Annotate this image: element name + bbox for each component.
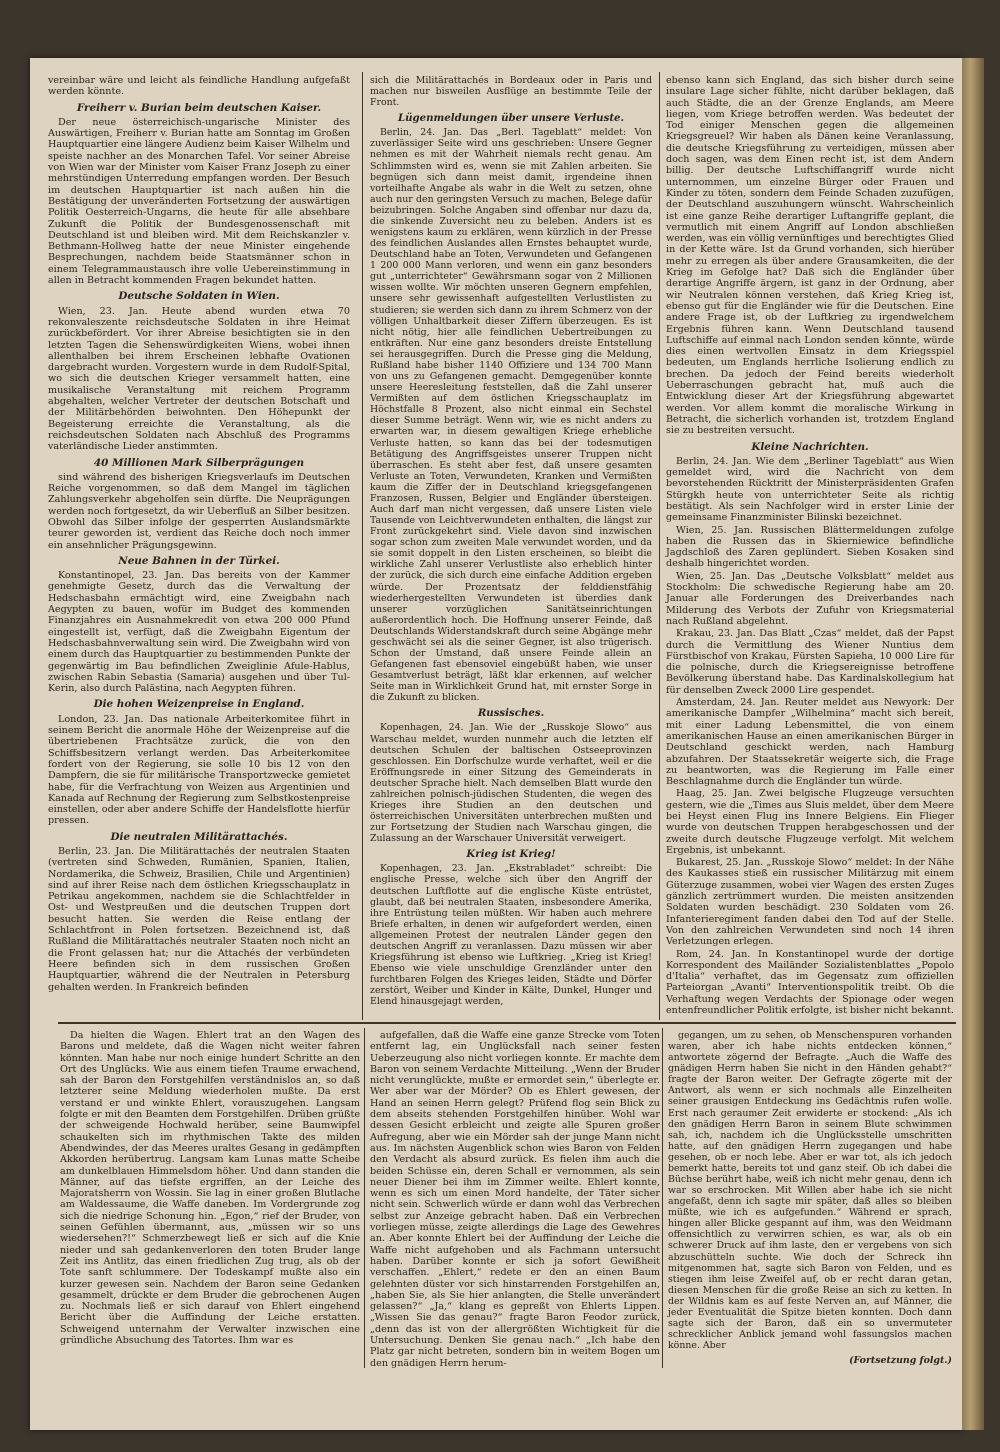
news-item: Krakau, 23. Jan. Das Blatt „Czas“ meldet, daß der Papst durch die Vermittlung des Wiener Nuntius dem Fürstbischof von Krakau, Fürsten Sapieha, 10 000 Lire für die polnische, durch die Kriegsereignisse betroffene Bevölkerung überstand habe. Das Kardinalskollegium hat für denselben Zweck 2000 Lire gespendet. xyxy=(666,628,954,696)
article-text: Berlin, 23. Jan. Die Militärattachés der neutralen Staaten (vertreten sind Schweden, Rumänien, Spanien, Italien, Nordamerika, die Schweiz, Brasilien, Chile und Argentinien) sind auf ihrer Reise nach dem östlichen Kriegsschauplatz in Petrikau angekommen, nachdem sie die Schlachtfelder in Ost- und Westpreußen und die deutschen Truppen dort besucht hatten. Sie werden die Reise entlang der Schlachtfront in Polen fortsetzen. Bezeichnend ist, daß Rußland die Militärattachés neutraler Staaten noch nicht an die Front gelassen hat; nur die Attachés der verbündeten Heere befinden sich in dem russischen Großen Hauptquartier, während die der Neutralen in Petersburg gehalten werden. In Frankreich befinden xyxy=(48,846,350,993)
article-text: Konstantinopel, 23. Jan. Das bereits von der Kammer genehmigte Gesetz, durch das die Verwaltung der Hedschasbahn ermächtigt wird, eine Zweigbahn nach Aegypten zu bauen, wofür im Budget des kommenden Finanzjahres ein Ausnahmekredit von etwa 200 000 Pfund eingestellt ist, verfügt, daß die Zweigbahn Eigentum der Hedschasbahnverwaltung sein wird. Die Zweigbahn wird von einem durch das Hauptquartier zu bestimmenden Punkte der gegenwärtig im Bau befindlichen Zweiglinie Afule-Hablus, zwischen Rabin Sebastia (Samaria) ausgehen und über Tul-Kerin, also durch Palästina, nach Aegypten führen. xyxy=(48,570,350,695)
serial-text: gegangen, um zu sehen, ob Menschenspuren vorhanden waren, aber ich habe nichts entdecken können,“ antwortete zögernd der Befragte. „Auch die Waffe des gnädigen Herrn haben Sie nicht in den Händen gehabt?“ fragte der Baron weiter. Der Gefragte zögerte mit der Antwort, als wenn er sich nochmals alle Einzelheiten seiner grausigen Entdeckung ins Gedächtnis rufen wolle. Erst nach geraumer Zeit erwiderte er stockend: „Als ich den gnädigen Herrn Baron in seinem Blute schwimmen sah, ich, nachdem ich die Unglücksstelle umschritten hatte, auf den gnädigen Herrn zugegangen und habe gesehen, ob er noch lebe. Aber er war tot, als ich jedoch bemerkt hatte, bereits tot und ganz steif. Ob ich dabei die Büchse berührt habe, weiß ich nicht mehr genau, denn ich war so erschrocken. Mit Willen aber habe ich sie nicht angefaßt, denn ich sagte mir später, daß alles so bleiben müßte, wie ich es aufgefunden.“ Während er sprach, hingen aller Blicke gespannt auf ihm, was den Weidmann offensichtlich zu verwirren schien, es war, als ob ein schwerer Druck auf ihm laste, den er vergebens von sich abzuschütteln suchte. Wie doch der Schreck ihn mitgenommen hat, sagte sich Baron von Felden, und es stiegen ihm leise Zweifel auf, ob er recht daran getan, diesen Menschen für die große Reise an sich zu ketten. In der Wildnis kam es auf feste Nerven an, auf Männer, die jeder Eventualität die Spitze bieten konnten. Doch dann sagte sich der Baron, daß ein so unvermuteter schrecklicher Anblick jemand wohl fassungslos machen könne. Aber xyxy=(668,1030,952,1352)
feuilleton-column-3 xyxy=(668,1030,952,1366)
news-item: Bukarest, 25. Jan. „Russkoje Slowo“ meldet: In der Nähe des Kaukasses stieß ein russischer Militärzug mit einem Güterzuge zusammen, wobei vier Wagen des ersten Zuges gänzlich zertrümmert wurden. Die meisten ansitzenden Soldaten wurden beschädigt. 230 Soldaten vom 26. Infanterieregiment fanden dabei den Tod auf der Stelle. Von den zahlreichen Verwundeten sind noch 14 ihren Verletzungen erlegen. xyxy=(666,857,954,948)
news-item: Wien, 25. Jan. Das „Deutsche Volksblatt“ meldet aus Stockholm: Die schwedische Regierung habe am 20. Januar alle Forderungen des Dreiverbandes nach Milderung des Verbots der Zufuhr von Kriegsmaterial nach Rußland abgelehnt. xyxy=(666,570,954,627)
news-item: Rom, 24. Jan. In Konstantinopel wurde der dortige Korrespondent des Mailänder Sozialistenblattes „Popolo d'Italia“ verhaftet, das im Gegensatz zum offiziellen Parteiorgan „Avanti“ Interventionspolitik treibt. Ob die Verhaftung wegen Verdachts der Spionage oder wegen entenfreundlicher Politik erfolgte, ist bisher nicht bekannt. xyxy=(666,948,954,1017)
article-text: sind während des bisherigen Kriegsverlaufs im Deutschen Reiche vorgenommen, so daß dem Mangel im täglichen Zahlungsverkehr abgeholfen sein dürfte. Die Neuprägungen werden noch fortgesetzt, da wir Ueberfluß an Silber besitzen. Obwohl das Silber infolge der gesperrten Auslandsmärkte teurer geworden ist, verdient das Reiche doch noch immer ein ansehnlicher Prägungsgewinn. xyxy=(48,471,350,551)
article-text: Kopenhagen, 24. Jan. Wie der „Russkoje Slowo“ aus Warschau meldet, wurden nunmehr auch die letzten elf deutschen Schulen der baltischen Ostseeprovinzen geschlossen. Ein Dorfschulze wurde verhaftet, weil er die Eröffnungsrede in einer Sitzung des Gemeinderats in deutscher Sprache hielt. Nach demselben Blatt wurde den zahlreichen polnisch-jüdischen Studenten, die wegen des Krieges ihre Studien an den deutschen und österreichischen Universitäten unterbrechen mußten und zur Fortsetzung der Studien nach Warschau gingen, die Zulassung an der Warschauer Universität verweigert. xyxy=(370,722,652,845)
headline: Die neutralen Militärattachés. xyxy=(110,830,288,843)
continued-note: (Fortsetzung folgt.) xyxy=(849,1355,952,1367)
column-rule xyxy=(662,1028,663,1368)
headline: Freiherr v. Burian beim deutschen Kaiser. xyxy=(76,101,322,114)
column-1 xyxy=(48,75,350,994)
headline: Krieg ist Krieg! xyxy=(466,848,556,861)
news-item: Amsterdam, 24. Jan. Reuter meldet aus Newyork: Der amerikanische Dampfer „Wilhelmina“ macht sich bereit, mit einer Ladung Lebensmittel, die von einem amerikanischen Hause an einen amerikanischen Bürger in Deutschland geschickt werden, nach Hamburg abzufahren. Der Staatssekretär weigerte sich, die Frage zu beantworten, was die Regierung im Falle einer Beschlagnahme durch die Engländer tun würde. xyxy=(666,697,954,788)
news-item: Haag, 25. Jan. Zwei belgische Flugzeuge versuchten gestern, wie die „Times aus Sluis meldet, über dem Meere bei Heyst einen Flug ins Innere Belgiens. Ein Flieger wurde von deutschen Truppen herabgeschossen und der zweite durch deutsche Flugzeuge verfolgt. Mit welchem Ergebnis, ist unbekannt. xyxy=(666,788,954,856)
article-text: vereinbar wäre und leicht als feindliche Handlung aufgefaßt werden könnte. xyxy=(48,75,350,98)
headline: Deutsche Soldaten in Wien. xyxy=(118,290,280,303)
article-text: London, 23. Jan. Das nationale Arbeiterkomitee führt in seinem Bericht die anormale Höhe der Weizenpreise auf die übertriebenen Frachtsätze zurück, die von den Schiffsbesitzern verlangt werden. Das Arbeiterkomitee fordert von der Regierung, sie solle 10 bis 12 von den Dampfern, die sie für militärische Transportzwecke gemietet habe, für die Verfrachtung von Weizen aus Argentinien und Kanada auf Rechnung der Regierung zum Selbstkostenpreise einstellen, oder aber andere Schiffe der Handelsflotte hierfür pressen. xyxy=(48,713,350,827)
headline: Neue Bahnen in der Türkei. xyxy=(118,554,280,567)
article-text: sich die Militärattachés in Bordeaux oder in Paris und machen nur bisweilen Ausflüge an bestimmte Teile der Front. xyxy=(370,75,652,109)
news-item: Berlin, 24. Jan. Wie dem „Berliner Tageblatt“ aus Wien gemeldet wird, wird die Nachricht von dem bevorstehenden Rücktritt der Ministerpräsidenten Grafen Stürgkh heute von unterrichteter Seite als richtig bestätigt. Als sein Nachfolger wird in erster Linie der gemeinsame Finanzminister Bilinski bezeichnet. xyxy=(666,455,954,524)
headline: 40 Millionen Mark Silberprägungen xyxy=(93,456,305,469)
article-text: Wien, 23. Jan. Heute abend wurden etwa 70 rekonvaleszente reichsdeutsche Soldaten in ihre Heimat zurückbefördert. Vor ihrer Abreise besichtigten sie in den letzten Tagen die Sehenswürdigkeiten Wiens, wobei ihnen allenthalben bei ihrem Erscheinen lebhafte Ovationen dargebracht wurden. Vorgestern wurde in dem Rudolf-Spital, wo sich die deutschen Krieger versammelt hatten, eine musikalische Veranstaltung mit reichem Programm abgehalten, welcher Vertreter der deutschen Botschaft und der Militärbehörden beiwohnten. Den Höhepunkt der Begeisterung erreichte die Veranstaltung, als die reichsdeutschen Soldaten nach Abschluß des Programms vaterländische Lieder anstimmten. xyxy=(48,305,350,453)
column-rule xyxy=(362,72,363,1020)
news-item: Wien, 25. Jan. Russischen Blättermeldungen zufolge haben die Russen das in Skierniewice befindliche Jagdschloß des Zaren geplündert. Sieben Kosaken sind deshalb hingerichtet worden. xyxy=(666,524,954,570)
column-3 xyxy=(666,75,954,1017)
headline: Russisches. xyxy=(477,707,545,720)
article-text: Kopenhagen, 23. Jan. „Ekstrabladet“ schreibt: Die englische Presse, welche sich über den Angriff der deutschen Luftflotte auf die englische Küste entrüstet, glaubt, daß bei neutralen Staaten, insbesondere Amerika, ihre Entrüstung teilen müßten. Wir haben auch mehrere Briefe erhalten, in denen wir aufgefordert werden, einen allgemeinen Protest der neutralen Länder gegen den deutschen Angriff zu veranlassen. Dazu müssen wir aber Kriegsführung ist ebenso wie Luftkrieg. „Krieg ist Krieg! Ebenso wie viele unschuldige Grenzländer unter den furchtbaren Folgen des Krieges leiden, Städte und Dörfer zerstört, Weiber und Kinder in Kälte, Dunkel, Hunger und Elend hinausgejagt werden, xyxy=(370,863,652,1008)
headline: Lügenmeldungen über unsere Verluste. xyxy=(397,112,625,125)
serial-text: aufgefallen, daß die Waffe eine ganze Strecke vom Toten entfernt lag, ein Unglücksfall nach seiner festen Ueberzeugung also nicht vorliegen konnte. Er machte dem Baron von seinem Verdachte Mitteilung. „Wenn der Bruder nicht verunglückte, mußte er ermordet sein,“ überlegte er. Wer aber war der Mörder? Ob es Ehlert gewesen, der Hand an seinen Herrn gelegt? Prüfend flog sein Blick zu dem abseits stehenden Forstgehilfen hinüber. Wohl war dessen Gesicht erbleicht und zeigte alle Spuren großer Aufregung, aber wie ein Mörder sah der junge Mann nicht aus. Im nächsten Augenblick schon wies Baron von Felden den Verdacht als absurd zurück. Es fielen ihm auch die beiden Schüsse ein, deren Schall er vernommen, als sein neuer Diener bei ihm im Zimmer weilte. Ehlert konnte, wenn es sich um einen Mord handelte, der Täter sicher nicht sein. Schwerlich würde er dann wohl das Verbrechen selbst zur Anzeige gebracht haben. Daß ein Verbrechen vorliegen müsse, zeigte allerdings die Lage des Gewehres an. Aber konnte Ehlert bei der Auffindung der Leiche die Waffe nicht aufgehoben und als Fachmann untersucht haben. Darüber konnte er sich ja sofort Gewißheit verschaffen. „Ehlert,“ redete er den an einen Baum gelehnten düster vor sich hinstarrenden Forstgehilfen an, „haben Sie, als Sie hier anlangten, die Stelle unverändert gelassen?“ „Ja,“ klang es gepreßt von Ehlerts Lippen. „Wissen Sie das genau?“ fragte Baron Feodor zurück, „denn das ist von der allergrößten Wichtigkeit für die Untersuchung. Denken Sie genau nach.“ „Ich habe den Platz gar nicht betreten, sondern bin in weitem Bogen um den gnädigen Herrn herum- xyxy=(370,1030,660,1369)
article-text: Berlin, 24. Jan. Das „Berl. Tageblatt“ meldet: Von zuverlässiger Seite wird uns geschrieben: Unsere Gegner nehmen es mit der Wahrheit niemals recht genau. Am Schlimmsten wird es, wenn sie mit Zahlen arbeiten. Sie begnügen sich dann meist damit, irgendeine ihnen vorteilhafte Angabe als wahr in die Welt zu setzen, ohne auch nur den geringsten Versuch zu machen, Belege dafür beizubringen. Solche Angaben sind offenbar nur dazu da, die sinkende Zuversicht neu zu beleben. Anders ist es wenigstens kaum zu erklären, wenn kürzlich in der Presse des feindlichen Auslandes allen Ernstes behauptet wurde, Deutschland habe an Toten, Verwundeten und Gefangenen 1 200 000 Mann verloren, und wenn ein ganz besonders gut „unterrichteter“ Gewährsmann sogar von 2 Millionen wissen wollte. Wir möchten unseren Gegnern empfehlen, unsere sehr gewissenhaft aufgestellten Verlustlisten zu studieren; sie werden sich dann zu ihrem Schmerz von der völligen Unhaltbarkeit dieser Ziffern überzeugen. Es ist nicht nötig, hier alle feindlichen Uebertreibungen zu entkräften. Nur eine ganz besonders dreiste Entstellung sei herausgegriffen. Durch die Presse ging die Meldung, Rußland habe bisher 1140 Offiziere und 134 700 Mann von uns zu Gefangenen gemacht. Demgegenüber konnte unsere Heeresleitung feststellen, daß die Zahl unserer Vermißten auf dem östlichen Kriegsschauplatz im Höchstfalle 8 Prozent, also nicht einmal ein Sechstel dieser Summe beträgt. Wenn wir, wie es nicht anders zu erwarten war, in diesem gewaltigen Kriege erhebliche Verluste hatten, so kann das bei der todesmutigen Betätigung des Angriffsgeistes unserer Truppen nicht überraschen. Es steht aber fest, daß unsere gesamten Verluste an Toten, Verwundeten, Kranken und Vermißten kaum die Ziffer der in Deutschland kriegsgefangenen Franzosen, Russen, Belgier und Engländer übersteigen. Auch darf man nicht vergessen, daß unsere Listen viele Tausende von Leichtverwundeten enthalten, die längst zur Front zurückgekehrt sind. Viele davon sind inzwischen sogar schon zum zweiten Male verwundet worden, und da sie somit doppelt in den Listen erscheinen, so bleibt die wirkliche Zahl unserer Verlustliste also erheblich hinter der zurück, die sich durch eine einfache Addition ergeben würde. Der Prozentsatz der felddienstfähig wiederhergestellten Verwundeten ist überdies dank unserer vorzüglichen Sanitätseinrichtungen außerordentlich hoch. Die Hoffnung unserer Feinde, daß Deutschlands Widerstandskraft durch seine Abgänge mehr geschwächt sei als die seiner Gegner, ist also trügerisch. Schon der Umstand, daß unsere Feinde allein an Gefangenen fast ebensoviel eingebüßt haben, wie unser Gesamtverlust beträgt, läßt klar erkennen, auf welcher Seite man in Wirklichkeit Grund hat, mit ernster Sorge in die Zukunft zu blicken. xyxy=(370,127,652,704)
column-rule xyxy=(659,72,660,1020)
headline: Kleine Nachrichten. xyxy=(751,440,869,453)
book-edge xyxy=(962,58,984,1430)
headline: Die hohen Weizenpreise in England. xyxy=(93,698,305,711)
feuilleton-column-2 xyxy=(370,1030,660,1370)
feuilleton-rule xyxy=(58,1022,956,1024)
column-rule xyxy=(364,1028,365,1368)
article-text: ebenso kann sich England, das sich bisher durch seine insulare Lage sicher fühlte, nicht darüber beklagen, daß auch Städte, die an der Grenze Englands, am Meere liegen, vom Kriege betroffen werden. Was bedeutet der Tod einiger Menschen gegen die allgemeinen Kriegsgreuel? Wir haben als Dänen keine Veranlassung, die deutsche Kriegsführung zu verteidigen, müssen aber doch sagen, was dem Einen recht ist, ist dem Andern billig. Der deutsche Luftschiffangriff wurde nicht unternommen, um einzelne Bürger oder Frauen und Kinder zu töten, sondern dem Feinde Schaden zuzufügen, der Deutschland auszuhungern wünscht. Wahrscheinlich ist eine ganze Reihe derartiger Luftangriffe geplant, die vermutlich mit einem Angriff auf London abschließen werden, was ein völlig vernünftiges und berechtigtes Glied in der Kette wäre. Ist da Grund vorhanden, sich hierüber mehr zu erregen als über andere Grausamkeiten, die der Krieg im Gefolge hat? Daß sich die Engländer über derartige Angriffe ärgern, ist ganz in der Ordnung, aber wir Neutralen können verstehen, daß Krieg Krieg ist, ebenso gut für die Engländer wie für die Deutschen. Eine andere Frage ist, ob der Luftkrieg zu irgendwelchem Ergebnis führen kann. Wenn Deutschland tausend Luftschiffe auf einmal nach London senden könnte, würde dies einen wertvollen Einsatz in dem Kriegsspiel bedeuten, um Englands herrliche Isolierung endlich zu brechen. Da jedoch der Feind bereits wiederholt Ueberraschungen gebracht hat, muß auch die Entwicklung dieser Art der Kriegsführung abgewartet werden. Vor allem kommt die moralische Wirkung in Betracht, die sicherlich vorhanden ist, trotzdem England sie zu bestreiten versucht. xyxy=(666,75,954,437)
serial-text: Da hielten die Wagen. Ehlert trat an den Wagen des Barons und meldete, daß die Wagen nicht weiter fahren könnten. Man habe nur noch einige hundert Schritte an den Ort des Unglücks. Wie aus einem tiefen Traume erwachend, sah der Baron den Forstgehilfen verständnislos an, so daß letzterer seine Meldung wiederholen mußte. Da erst verstand er und winkte Ehlert, vorauszugehen. Langsam folgte er mit den Beamten dem Forstgehilfen. Drüben grüßte der schweigende Hochwald herüber, seine Baumwipfel schaukelten sich im rhythmischen Takte des milden Abendwindes, der das Meeres uraltes Gesang in gedämpften Akkorden herübertrug. Langsam kam Lunas matte Scheibe am dunkelblauen Himmelsdom höher. Und dann standen die Männer, auf das tiefste ergriffen, an der Leiche des Majoratsherrn von Wossin. Sie lag in einer großen Blutlache am Waldessaume, die Waffe daneben. Im Vordergrunde zog sich die niedrige Schonung hin. „Egon,“ rief der Bruder, von seinen Gefühlen übermannt, aus, „müssen wir so uns wiedersehen?!“ Schmerzbewegt ließ er sich auf die Knie nieder und sah gedankenverloren den toten Bruder lange Zeit ins Antlitz, das einen friedlichen Zug trug, als ob der Tote sanft schlummere. Der Todeskampf mußte also ein kurzer gewesen sein. Nachdem der Baron seine Gedanken gesammelt, drückte er dem Bruder die gebrochenen Augen zu. Nochmals ließ er sich darauf von Ehlert eingehend Bericht über die Auffindung der Leiche erstatten. Schweigend unternahm der Verwalter inzwischen eine gründliche Absuchung des Tatortes. Ihm war es xyxy=(60,1030,360,1347)
article-text: Der neue österreichisch-ungarische Minister des Auswärtigen, Freiherr v. Burian hatte am Sonntag im Großen Hauptquartier eine längere Audienz beim Kaiser Wilhelm und speiste nachher an des Monarchen Tafel. Vor seiner Abreise von Wien war der Minister vom Kaiser Franz Joseph zu einer mehrstündigen Unterredung empfangen worden. Der Besuch im deutschen Hauptquartier ist nach außen hin die Bestätigung der unveränderten Fortsetzung der auswärtigen Politik Oesterreich-Ungarns, die heute für alle absehbare Zukunft die Politik der Bundesgenossenschaft mit Deutschland ist und bleiben wird. Mit dem Reichskanzler v. Bethmann-Hollweg hatte der neue Minister eingehende Besprechungen, nachdem beide Staatsmänner schon in einem Telegrammaustausch ihre volle Uebereinstimmung in allen in Betracht kommenden Fragen bekundet hatten. xyxy=(48,116,350,287)
column-2 xyxy=(370,75,652,1008)
feuilleton-column-1 xyxy=(60,1030,360,1347)
